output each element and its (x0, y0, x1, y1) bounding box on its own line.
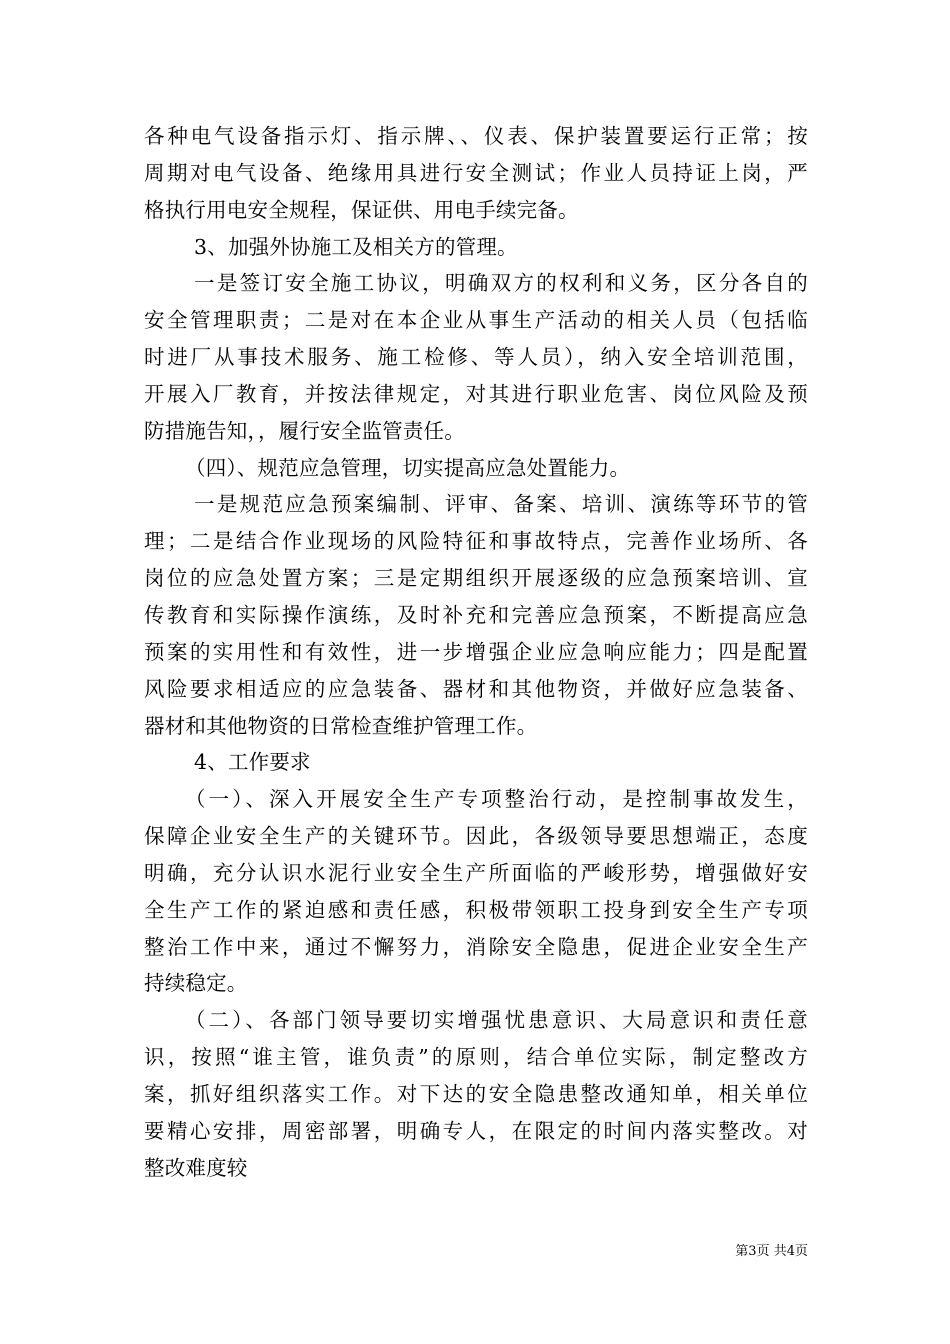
section-heading-3: 3、加强外协施工及相关方的管理。 (194, 234, 518, 259)
text-line: 时进厂从事技术服务、施工检修、等人员），纳入安全培训范围， (144, 345, 808, 370)
text-line: 整改难度较 (144, 1155, 248, 1180)
section-heading-work-requirements: 4、工作要求 (194, 750, 311, 775)
text-line: 保障企业安全生产的关键环节。因此，各级领导要思想端正，态度 (144, 824, 808, 849)
text-line: 开展入厂教育，并按法律规定，对其进行职业危害、岗位风险及预 (144, 381, 808, 406)
text-line: 传教育和实际操作演练，及时补充和完善应急预案，不断提高应急 (144, 602, 808, 627)
page-footer (735, 1244, 808, 1260)
text-line: 案，抓好组织落实工作。对下达的安全隐患整改通知单，相关单位 (144, 1081, 808, 1106)
document-body (144, 118, 808, 1186)
text-line: 风险要求相适应的应急装备、器材和其他物资，并做好应急装备、 (144, 676, 808, 701)
text-line: 识，按照“谁主管，谁负责”的原则，结合单位实际，制定整改方 (144, 1045, 808, 1070)
text-line: 预案的实用性和有效性，进一步增强企业应急响应能力；四是配置 (144, 639, 808, 664)
text-line: 要精心安排，周密部署，明确专人，在限定的时间内落实整改。对 (144, 1118, 808, 1143)
footer-total-pages: 4 (786, 1244, 795, 1259)
text-line: 一是签订安全施工协议，明确双方的权利和义务，区分各自的 (194, 271, 808, 296)
footer-page-label: 第 (735, 1244, 749, 1259)
footer-page-suffix: 页 (794, 1244, 808, 1259)
text-line: 明确，充分认识水泥行业安全生产所面临的严峻形势，增强做好安 (144, 860, 808, 885)
text-line: 全生产工作的紧迫感和责任感，积极带领职工投身到安全生产专项 (144, 897, 808, 922)
text-line: 岗位的应急处置方案；三是定期组织开展逐级的应急预案培训、宣 (144, 566, 808, 591)
text-line: 各种电气设备指示灯、指示牌、、仪表、保护装置要运行正常；按 (144, 124, 808, 148)
text-line: （二）、各部门领导要切实增强忧患意识、大局意识和责任意 (185, 1008, 808, 1033)
text-line: （一）、深入开展安全生产专项整治行动，是控制事故发生， (185, 787, 808, 812)
text-line: 一是规范应急预案编制、评审、备案、培训、演练等环节的管 (194, 492, 808, 517)
text-line: 格执行用电安全规程，保证供、用电手续完备。 (144, 197, 579, 222)
text-line: 防措施告知，，履行安全监管责任。 (144, 418, 465, 443)
text-line: 安全管理职责；二是对在本企业从事生产活动的相关人员（包括临 (144, 308, 808, 333)
text-line: 整治工作中来，通过不懈努力，消除安全隐患，促进企业安全生产 (144, 934, 808, 959)
text-line: 理；二是结合作业现场的风险特征和事故特点，完善作业场所、各 (144, 529, 808, 554)
text-line: 器材和其他物资的日常检查维护管理工作。 (144, 713, 538, 738)
text-line: 持续稳定。 (144, 971, 248, 996)
footer-current-page: 3 (748, 1244, 757, 1259)
text-line: 周期对电气设备、绝缘用具进行安全测试；作业人员持证上岗，严 (144, 160, 808, 185)
footer-page-word: 页 共 (756, 1244, 787, 1259)
section-heading-4: （四）、规范应急管理，切实提高应急处置能力。 (185, 455, 631, 480)
